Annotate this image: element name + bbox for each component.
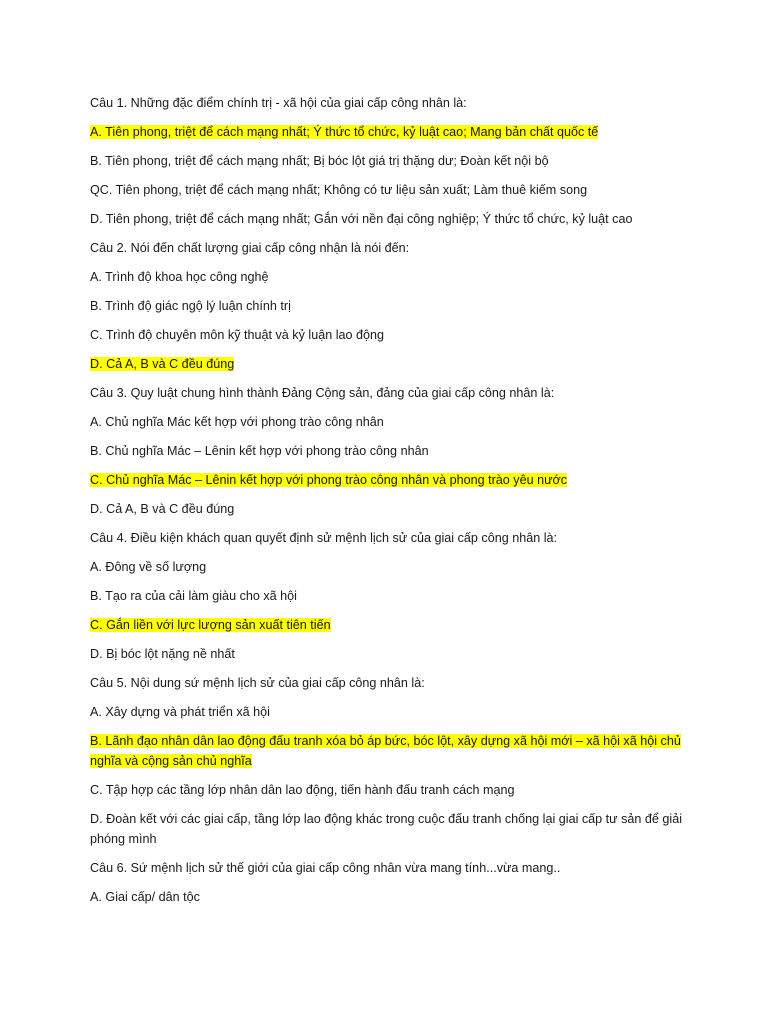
answer-3d — [90, 499, 690, 519]
answer-3c-text: C. Chủ nghĩa Mác – Lênin kết hợp với phong trào công nhân và phong trào yêu nước — [90, 473, 568, 487]
answer-4d — [90, 644, 690, 664]
question-5 — [90, 673, 690, 693]
answer-4b-text: B. Tạo ra của cải làm giàu cho xã hội — [90, 589, 297, 603]
answer-6a-text: A. Giai cấp/ dân tộc — [90, 890, 200, 904]
answer-2b — [90, 296, 690, 316]
question-2 — [90, 238, 690, 258]
question-6-text: Câu 6. Sứ mệnh lịch sử thế giới của giai cấp công nhân vừa mang tính...vừa mang.. — [90, 861, 561, 875]
answer-1d — [90, 209, 690, 229]
answer-1b — [90, 151, 690, 171]
answer-1c — [90, 180, 690, 200]
answer-1b-text: B. Tiên phong, triệt để cách mạng nhất; Bị bóc lột giá trị thặng dư; Đoàn kết nội bộ — [90, 154, 549, 168]
question-2-text: Câu 2. Nói đến chất lượng giai cấp công nhận là nói đến: — [90, 241, 410, 255]
answer-4a-text: A. Đông về số lượng — [90, 560, 207, 574]
answer-2c-text: C. Trình độ chuyên môn kỹ thuật và kỷ luận lao động — [90, 328, 385, 342]
answer-1a-correct — [90, 122, 690, 142]
answer-5d — [90, 809, 690, 849]
answer-4d-text: D. Bị bóc lột nặng nề nhất — [90, 647, 235, 661]
question-1-text: Câu 1. Những đặc điểm chính trị - xã hội của giai cấp công nhân là: — [90, 96, 467, 110]
question-3 — [90, 383, 690, 403]
answer-1c-text: QC. Tiên phong, triệt để cách mạng nhất; Không có tư liệu sản xuất; Làm thuê kiếm song — [90, 183, 588, 197]
answer-5c-text: C. Tập hợp các tầng lớp nhân dân lao động, tiến hành đấu tranh cách mạng — [90, 783, 515, 797]
answer-3c-correct — [90, 470, 690, 490]
question-3-text: Câu 3. Quy luật chung hình thành Đảng Cộng sản, đảng của giai cấp công nhân là: — [90, 386, 555, 400]
answer-3b — [90, 441, 690, 461]
answer-5a-text: A. Xây dựng và phát triển xã hội — [90, 705, 270, 719]
answer-2d-text: D. Cả A, B và C đều đúng — [90, 357, 235, 371]
answer-2c — [90, 325, 690, 345]
document-body — [90, 93, 690, 916]
answer-5b-text: B. Lãnh đạo nhân dân lao động đấu tranh xóa bỏ áp bức, bóc lột, xây dựng xã hội mới – xã hội xã hội chủ nghĩa và cộng sản chủ nghĩa — [90, 734, 681, 768]
answer-4b — [90, 586, 690, 606]
question-5-text: Câu 5. Nội dung sứ mệnh lịch sử của giai cấp công nhân là: — [90, 676, 425, 690]
answer-6a — [90, 887, 690, 907]
answer-3d-text: D. Cả A, B và C đều đúng — [90, 502, 235, 516]
answer-3a-text: A. Chủ nghĩa Mác kết hợp với phong trào công nhân — [90, 415, 384, 429]
answer-1d-text: D. Tiên phong, triệt để cách mạng nhất; Gắn với nền đại công nghiệp; Ý thức tổ chức, kỷ luật cao — [90, 212, 633, 226]
answer-1a-text: A. Tiên phong, triệt để cách mạng nhất; Ý thức tổ chức, kỷ luật cao; Mang bản chất quốc tế — [90, 125, 599, 139]
answer-4c-correct — [90, 615, 690, 635]
answer-2a-text: A. Trình độ khoa học công nghệ — [90, 270, 269, 284]
answer-5c — [90, 780, 690, 800]
answer-2d-correct — [90, 354, 690, 374]
question-1 — [90, 93, 690, 113]
question-4-text: Câu 4. Điều kiện khách quan quyết định sử mệnh lịch sử của giai cấp công nhân là: — [90, 531, 558, 545]
answer-4c-text: C. Gắn liền với lực lượng sản xuất tiên tiến — [90, 618, 331, 632]
answer-5b-correct — [90, 731, 690, 771]
question-6 — [90, 858, 690, 878]
answer-5d-text: D. Đoàn kết với các giai cấp, tầng lớp lao động khác trong cuộc đấu tranh chống lại giai cấp tư sản để giải phóng mình — [90, 812, 683, 846]
answer-4a — [90, 557, 690, 577]
answer-3a — [90, 412, 690, 432]
question-4 — [90, 528, 690, 548]
answer-2b-text: B. Trình độ giác ngộ lý luận chính trị — [90, 299, 291, 313]
answer-2a — [90, 267, 690, 287]
answer-3b-text: B. Chủ nghĩa Mác – Lênin kết hợp với phong trào công nhân — [90, 444, 429, 458]
answer-5a — [90, 702, 690, 722]
